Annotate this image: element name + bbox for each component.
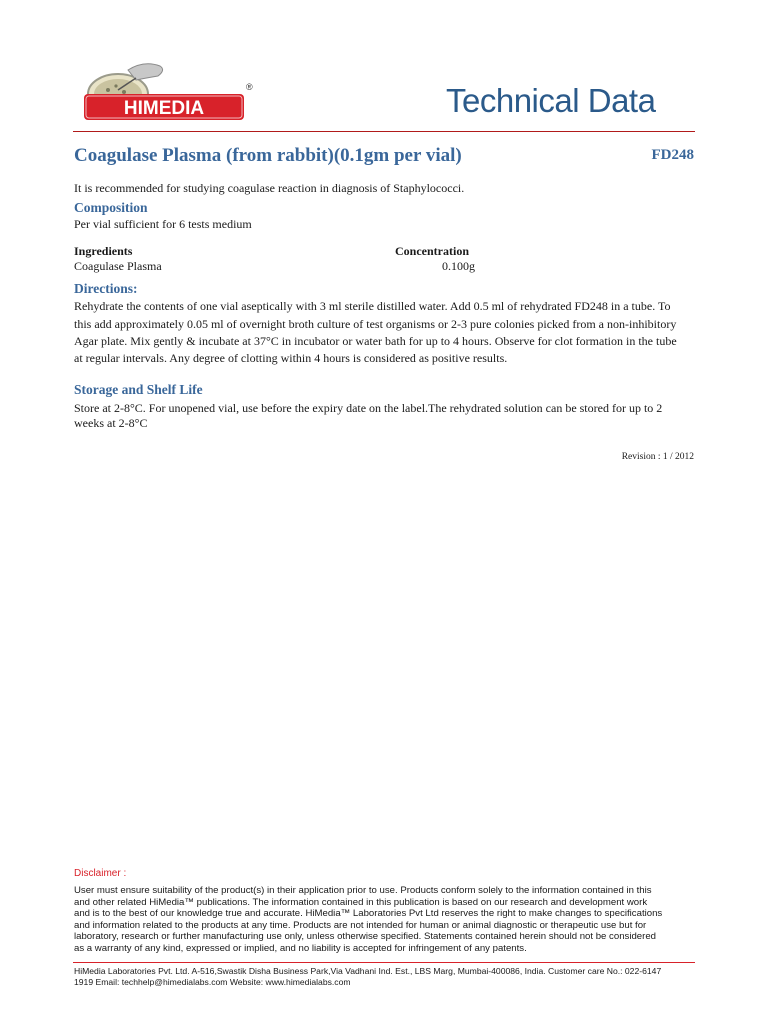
logo-wordmark: HIMEDIA bbox=[123, 98, 205, 119]
footer-line: 1919 Email: techhelp@himedialabs.com Website: www.himedialabs.com bbox=[74, 976, 351, 987]
composition-heading: Composition bbox=[74, 200, 148, 215]
intro-text: It is recommended for studying coagulase reaction in diagnosis of Staphylococci. bbox=[74, 181, 465, 195]
footer-line: HiMedia Laboratories Pvt. Ltd. A-516,Swastik Disha Business Park,Via Vadhani Ind. Est., LBS Marg, Mumbai-400086, India. Customer care No.: 022-6147 bbox=[74, 966, 662, 976]
header-divider bbox=[73, 131, 695, 132]
disclaimer-line: and other related HiMedia™ publications. The information contained in this publication is based on our research and development work bbox=[74, 896, 648, 908]
disclaimer-line: User must ensure suitability of the product(s) in their application prior to use. Products conform solely to the information contained in this bbox=[74, 885, 652, 896]
footer-address bbox=[74, 966, 696, 987]
disclaimer-text bbox=[74, 885, 696, 955]
concentration-cell: 0.100g bbox=[442, 259, 475, 273]
ingredient-cell: Coagulase Plasma bbox=[74, 259, 162, 273]
concentration-header: Concentration bbox=[395, 244, 469, 258]
footer-divider bbox=[73, 962, 695, 963]
product-code: FD248 bbox=[651, 147, 694, 163]
disclaimer-line: laboratory, research or further manufacturing use only, unless otherwise specified. Statements contained herein should not be considered bbox=[74, 931, 656, 943]
directions-line: Agar plate. Mix gently & incubate at 37°C in incubator or water bath for up to 4 hours. Observe for clot formation in the tube bbox=[74, 334, 677, 348]
storage-line: weeks at 2-8°C bbox=[74, 416, 148, 430]
disclaimer-title: Disclaimer : bbox=[74, 868, 127, 879]
disclaimer-line: as a warranty of any kind, expressed or implied, and no liability is accepted for infringement of any patents. bbox=[74, 942, 527, 954]
product-title: Coagulase Plasma (from rabbit)(0.1gm per vial) bbox=[74, 145, 462, 166]
revision-label: Revision : 1 / 2012 bbox=[621, 452, 694, 462]
directions-heading: Directions: bbox=[74, 281, 138, 296]
storage-line: Store at 2-8°C. For unopened vial, use before the expiry date on the label.The rehydrated solution can be stored for up to 2 bbox=[74, 401, 663, 415]
composition-note: Per vial sufficient for 6 tests medium bbox=[74, 217, 252, 231]
technical-data-title: Technical Data bbox=[446, 82, 656, 119]
registered-mark: ® bbox=[246, 82, 253, 92]
ingredients-header: Ingredients bbox=[74, 244, 133, 258]
directions-line: this add approximately 0.05 ml of overnight broth culture of test organisms or 2-3 pure colonies picked from a non-inhibitory bbox=[74, 317, 677, 331]
directions-line: at regular intervals. Any degree of clotting within 4 hours is considered as positive results. bbox=[74, 351, 508, 365]
disclaimer-line: and information related to the products at any time. Products are not intended for human or animal diagnostic or therapeutic use but for bbox=[74, 919, 647, 931]
storage-heading: Storage and Shelf Life bbox=[74, 382, 203, 397]
directions-line: Rehydrate the contents of one vial aseptically with 3 ml sterile distilled water. Add 0.5 ml of rehydrated FD248 in a tube. To bbox=[74, 299, 671, 313]
himedia-logo bbox=[74, 56, 254, 128]
disclaimer-line: and is to the best of our knowledge true and accurate. HiMedia™ Laboratories Pvt Ltd reserves the right to make changes to specifications bbox=[74, 908, 663, 920]
